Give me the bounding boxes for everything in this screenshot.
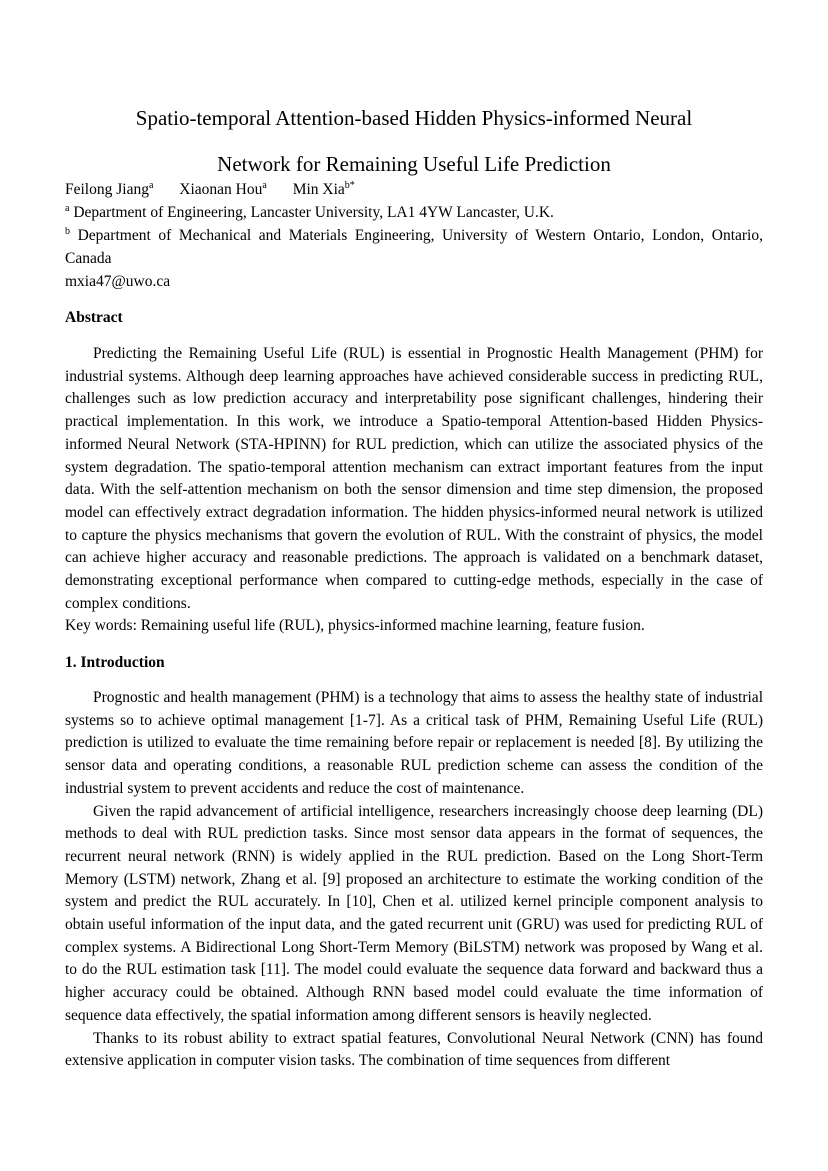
affiliations bbox=[65, 201, 763, 293]
author-list bbox=[65, 178, 377, 201]
introduction-body bbox=[65, 687, 763, 1073]
intro-paragraph: Thanks to its robust ability to extract spatial features, Convolutional Neural Network (CNN) has found extensive application in computer vision tasks. The combination of time sequences from different bbox=[65, 1029, 763, 1070]
intro-paragraph: Given the rapid advancement of artificial intelligence, researchers increasingly choose deep learning (DL) methods to deal with RUL prediction tasks. Since most sensor data appears in the format of sequences, the recurrent neural network (RNN) is widely applied in the RUL prediction. Based on the Long Short-Term Memory (LSTM) network, Zhang et al. [9] proposed an architecture to estimate the working condition of the system and predict the RUL accurately. In [10], Chen et al. utilized kernel principle component analysis to obtain useful information of the input data, and the gated recurrent unit (GRU) was used for predicting RUL of complex systems. A Bidirectional Long Short-Term Memory (BiLSTM) network was proposed by Wang et al. to do the RUL estimation task [11]. The model could evaluate the sequence data forward and backward thus a higher accuracy could be obtained. Although RNN based model could evaluate the time information of sequence data effectively, the spatial information among different sensors is heavily neglected. bbox=[65, 802, 763, 1024]
title-line-2: Network for Remaining Useful Life Prediction bbox=[217, 152, 611, 176]
author: Min Xia$^{b*}$ bbox=[292, 179, 355, 198]
affiliation: $^a$ Department of Engineering, Lancaster University, LA1 4YW Lancaster, U.K. bbox=[65, 202, 554, 221]
paper-title bbox=[65, 95, 763, 187]
intro-paragraph: Prognostic and health management (PHM) is a technology that aims to assess the healthy state of industrial systems so to achieve optimal management [1-7]. As a critical task of PHM, Remaining Useful Life (RUL) prediction is utilized to evaluate the time remaining before repair or replacement is needed [8]. By utilizing the sensor data and operating conditions, a reasonable RUL prediction scheme can assess the condition of the industrial system to prevent accidents and reduce the cost of maintenance. bbox=[65, 689, 763, 797]
contact-email: mxia47@uwo.ca bbox=[65, 273, 171, 290]
abstract-text: Predicting the Remaining Useful Life (RUL) is essential in Prognostic Health Management (PHM) for industrial systems. Although deep learning approaches have achieved considerable success in predicting RUL, challenges such as low prediction accuracy and interpretability pose significant challenges, hindering their practical implementation. In this work, we introduce a Spatio-temporal Attention-based Hidden Physics-informed Neural Network (STA-HPINN) for RUL prediction, which can utilize the associated physics of the system degradation. The spatio-temporal attention mechanism can extract important features from the input data. With the self-attention mechanism on both the sensor dimension and time step dimension, the proposed model can effectively extract degradation information. The hidden physics-informed neural network is utilized to capture the physics mechanisms that govern the evolution of RUL. With the constraint of physics, the model can achieve higher accuracy and reasonable predictions. The approach is validated on a benchmark dataset, demonstrating exceptional performance when compared to cutting-edge methods, especially in the case of complex conditions. bbox=[65, 345, 763, 612]
title-line-1: Spatio-temporal Attention-based Hidden Physics-informed Neural bbox=[135, 106, 693, 130]
abstract-body bbox=[65, 343, 763, 638]
introduction-heading: 1. Introduction bbox=[65, 654, 165, 671]
author: Feilong Jiang$^a$ bbox=[65, 179, 154, 198]
keywords: Key words: Remaining useful life (RUL), physics-informed machine learning, feature fusion. bbox=[65, 617, 645, 635]
affiliation: $^b$ Department of Mechanical and Materials Engineering, University of Western Ontario, London, Ontario, Canada bbox=[65, 225, 763, 267]
abstract-heading: Abstract bbox=[65, 309, 123, 326]
author: Xiaonan Hou$^a$ bbox=[179, 179, 267, 198]
